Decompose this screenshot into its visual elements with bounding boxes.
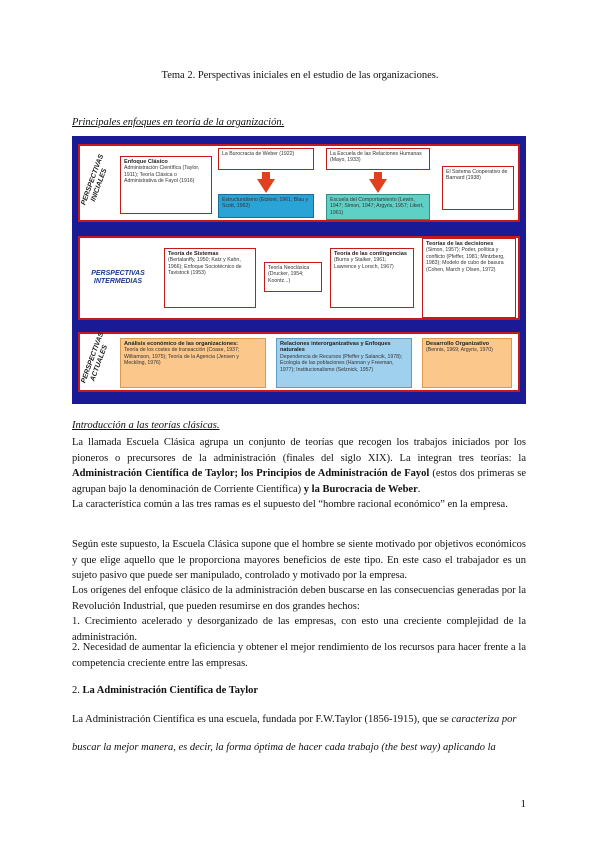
box-contingencias-body: (Burns y Stalker, 1961; Lawrence y Lorsch, 1967) xyxy=(334,257,394,270)
box-analisis-economico-title: Análisis económico de las organizaciones: xyxy=(124,341,239,347)
box-desarrollo-organizativo-body: (Bennis, 1969; Argyris, 1970) xyxy=(426,347,493,354)
p1-text-a: La llamada Escuela Clásica agrupa un conjunto de teorías que recogen los trabajos iniciados por los pioneros o precursores de la administración (finales del siglo XIX). La integran tres teorías: la xyxy=(72,437,526,464)
section-heading-taylor xyxy=(72,685,258,696)
box-burocracia-weber: La Burocracia de Weber (1922) xyxy=(218,148,314,170)
box-teoria-sistemas-title: Teoría de Sistemas xyxy=(168,251,219,257)
box-relaciones-interorganizativas-title: Relaciones interorganizativas y Enfoques naturales xyxy=(280,341,391,354)
p-taylor-italic-2: buscar la mejor manera, es decir, la forma óptima de hacer cada trabajo (the best way) aplicando la xyxy=(72,742,496,753)
paragraph-admin-cientifica-cont xyxy=(72,741,526,755)
arrow-relaciones-icon xyxy=(369,179,387,193)
box-relaciones-interorganizativas-body: Dependencia de Recursos (Pfeffer y Salancik, 1978); Ecología de las poblaciones (Hannan y Freeman, 1977); Institucionalismo (Selznick, 1957) xyxy=(280,353,403,373)
box-sistema-cooperativo: El Sistema Cooperativo de Barnard (1938) xyxy=(442,166,514,210)
paragraph-escuela-clasica xyxy=(72,435,526,497)
p-taylor-italic-1: caracteriza por xyxy=(451,714,517,725)
box-enfoque-clasico-body: Administración Científica (Taylor, 1911); Teoría Clásica o Administrativa de Fayol (1916) xyxy=(124,165,200,185)
paragraph-origenes: Los orígenes del enfoque clásico de la administración deben buscarse en las consecuencias generadas por la Revolución Industrial, que pueden resumirse en dos grandes hechos: xyxy=(72,585,526,612)
box-analisis-economico-body: Teoría de los costes de transacción (Coase, 1937; Williamson, 1975); Teoría de la Agencia (Jensen y Meckling, 1976) xyxy=(124,347,240,367)
p1-bold-weber: y la Burocracia de Weber xyxy=(303,483,418,495)
p1-text-d: . xyxy=(417,483,421,495)
paragraph-supuesto: Según este supuesto, la Escuela Clásica supone que el hombre se siente motivado por objetivos económicos y que elige aquello que le proporciona mayores beneficios de este tipo. En este caso el trabajador es un sujeto pasivo que puede ser manipulado, controlado y motivado por la empresa. xyxy=(72,539,526,581)
band-label-actuales: PERSPECTIVAS ACTUALES xyxy=(80,331,110,385)
paragraph-hecho-2: 2. Necesidad de aumentar la eficiencia y obtener el mejor rendimiento de los recursos para hacer frente a la competencia creciente entre las empresas. xyxy=(72,642,526,669)
document-title: Tema 2. Perspectivas iniciales en el estudio de las organizaciones. xyxy=(161,70,439,81)
box-decisiones xyxy=(422,238,516,318)
box-enfoque-clasico-title: Enfoque Clásico xyxy=(124,159,168,165)
section-heading-introduccion: Introducción a las teorías clásicas. xyxy=(72,420,220,431)
p1-bold-fayol: los Principios de Administración de Fayol xyxy=(241,468,430,479)
box-enfoque-clasico xyxy=(120,156,212,214)
box-relaciones-interorganizativas xyxy=(276,338,412,388)
band-actuales xyxy=(78,332,520,392)
section-title-taylor: La Administración Científica de Taylor xyxy=(82,685,259,696)
p1-bold-taylor: Administración Científica de Taylor xyxy=(72,468,235,479)
box-desarrollo-organizativo xyxy=(422,338,512,388)
section-heading-enfoques: Principales enfoques en teoría de la organización. xyxy=(72,117,285,128)
band-label-intermedias: PERSPECTIVAS INTERMEDIAS xyxy=(91,270,145,285)
band-intermedias xyxy=(78,236,520,320)
box-contingencias-title: Teoría de las contingencias xyxy=(334,251,407,257)
paragraph-hecho-1: 1. Crecimiento acelerado y desorganizado de las empresas, con esto una creciente complejidad de la administración. xyxy=(72,616,526,643)
box-estructuralismo: Estructuralismo (Etzioni, 1961; Blau y Scott, 1962) xyxy=(218,194,314,218)
p1-sep: ; xyxy=(234,468,241,479)
p1-text-c: (estos dos primeras se agrupan bajo la denominación de Corriente Científica) xyxy=(72,468,526,495)
paragraph-caracteristica: La característica común a las tres ramas es el supuesto del “hombre racional económico” en la empresa. xyxy=(72,499,508,510)
box-teoria-neoclasica: Teoría Neoclásica (Drucker, 1954; Koontz...) xyxy=(264,262,322,292)
band-iniciales xyxy=(78,144,520,222)
box-escuela-comportamiento: Escuela del Comportamiento (Lewin, 1947; Simon, 1947; Argyris, 1957; Likert, 1961) xyxy=(326,194,430,220)
box-teoria-sistemas xyxy=(164,248,256,308)
box-contingencias xyxy=(330,248,414,308)
arrow-weber-icon xyxy=(257,179,275,193)
band-label-iniciales: PERSPECTIVAS INICIALES xyxy=(80,153,109,207)
page-number: 1 xyxy=(520,798,526,810)
box-decisiones-body: (Simon, 1957); Poder, política y conflicto (Pfeffer, 1981; Mintzberg, 1983); Modelo de cubo de basura (Cohen, March y Olsen, 1972) xyxy=(426,247,505,273)
section-number: 2. xyxy=(72,685,80,696)
box-relaciones-humanas: La Escuela de las Relaciones Humanas (Mayo, 1933) xyxy=(326,148,430,170)
box-analisis-economico xyxy=(120,338,266,388)
organization-theory-diagram xyxy=(72,136,526,404)
paragraph-admin-cientifica xyxy=(72,713,526,727)
p-taylor-text: La Administración Científica es una escuela, fundada por F.W.Taylor (1856-1915), que se xyxy=(72,714,452,725)
box-teoria-sistemas-body: (Bertalanffy, 1950; Katz y Kahn, 1966); Enfoque Sociotécnico de Tavistock (1953) xyxy=(168,257,242,277)
box-decisiones-title: Teorías de las decisiones xyxy=(426,241,494,247)
box-desarrollo-organizativo-title: Desarrollo Organizativo xyxy=(426,341,490,347)
